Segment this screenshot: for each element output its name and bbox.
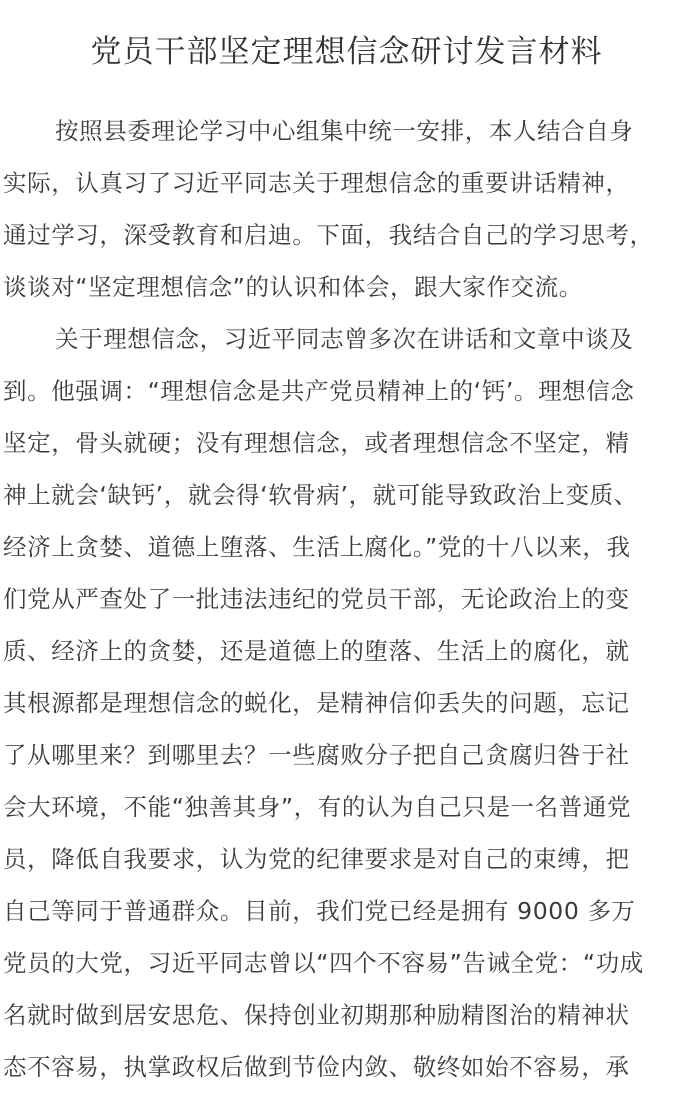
document-title: 党员干部坚定理想信念研讨发言材料 [90,34,603,70]
text-line: 自己等同于普通群众。目前，我们党已经是拥有 9000 多万 [3,897,636,925]
text-line: 员，降低自我要求，认为党的纪律要求是对自己的束缚，把 [3,845,630,873]
text-line: 关于理想信念，习近平同志曾多次在讲话和文章中谈及 [55,325,634,353]
text-line: 坚定，骨头就硬；没有理想信念，或者理想信念不坚定，精 [3,429,630,457]
text-line: 质、经济上的贪婪，还是道德上的堕落、生活上的腐化，就 [3,637,630,665]
text-line: 党员的大党，习近平同志曾以“四个不容易”告诫全党：“功成 [3,949,644,977]
text-line: 经济上贪婪、道德上堕落、生活上腐化。”党的十八以来，我 [3,533,631,561]
text-line: 通过学习，深受教育和启迪。下面，我结合自己的学习思考， [3,221,654,249]
text-line: 态不容易，执掌政权后做到节俭内敛、敬终如始不容易，承 [3,1053,630,1081]
text-line: 会大环境，不能“独善其身”，有的认为自己只是一名普通党 [3,793,632,821]
text-line: 按照县委理论学习中心组集中统一安排，本人结合自身 [55,117,634,145]
text-line: 谈谈对“坚定理想信念”的认识和体会，跟大家作交流。 [3,273,583,301]
text-line: 实际，认真习了习近平同志关于理想信念的重要讲话精神， [3,169,630,197]
document-body [3,108,693,1096]
text-line: 了从哪里来？到哪里去？一些腐败分子把自己贪腐归咎于社 [3,741,630,769]
text-line: 其根源都是理想信念的蜕化，是精神信仰丢失的问题，忘记 [3,689,630,717]
text-line: 到。他强调：“理想信念是共产党员精神上的‘钙’。理想信念 [3,377,635,405]
text-line: 们党从严查处了一批违法违纪的党员干部，无论政治上的变 [3,585,630,613]
text-line: 名就时做到居安思危、保持创业初期那种励精图治的精神状 [3,1001,630,1029]
text-line: 神上就会‘缺钙’，就会得‘软骨病’，就可能导致政治上变质、 [3,481,638,509]
